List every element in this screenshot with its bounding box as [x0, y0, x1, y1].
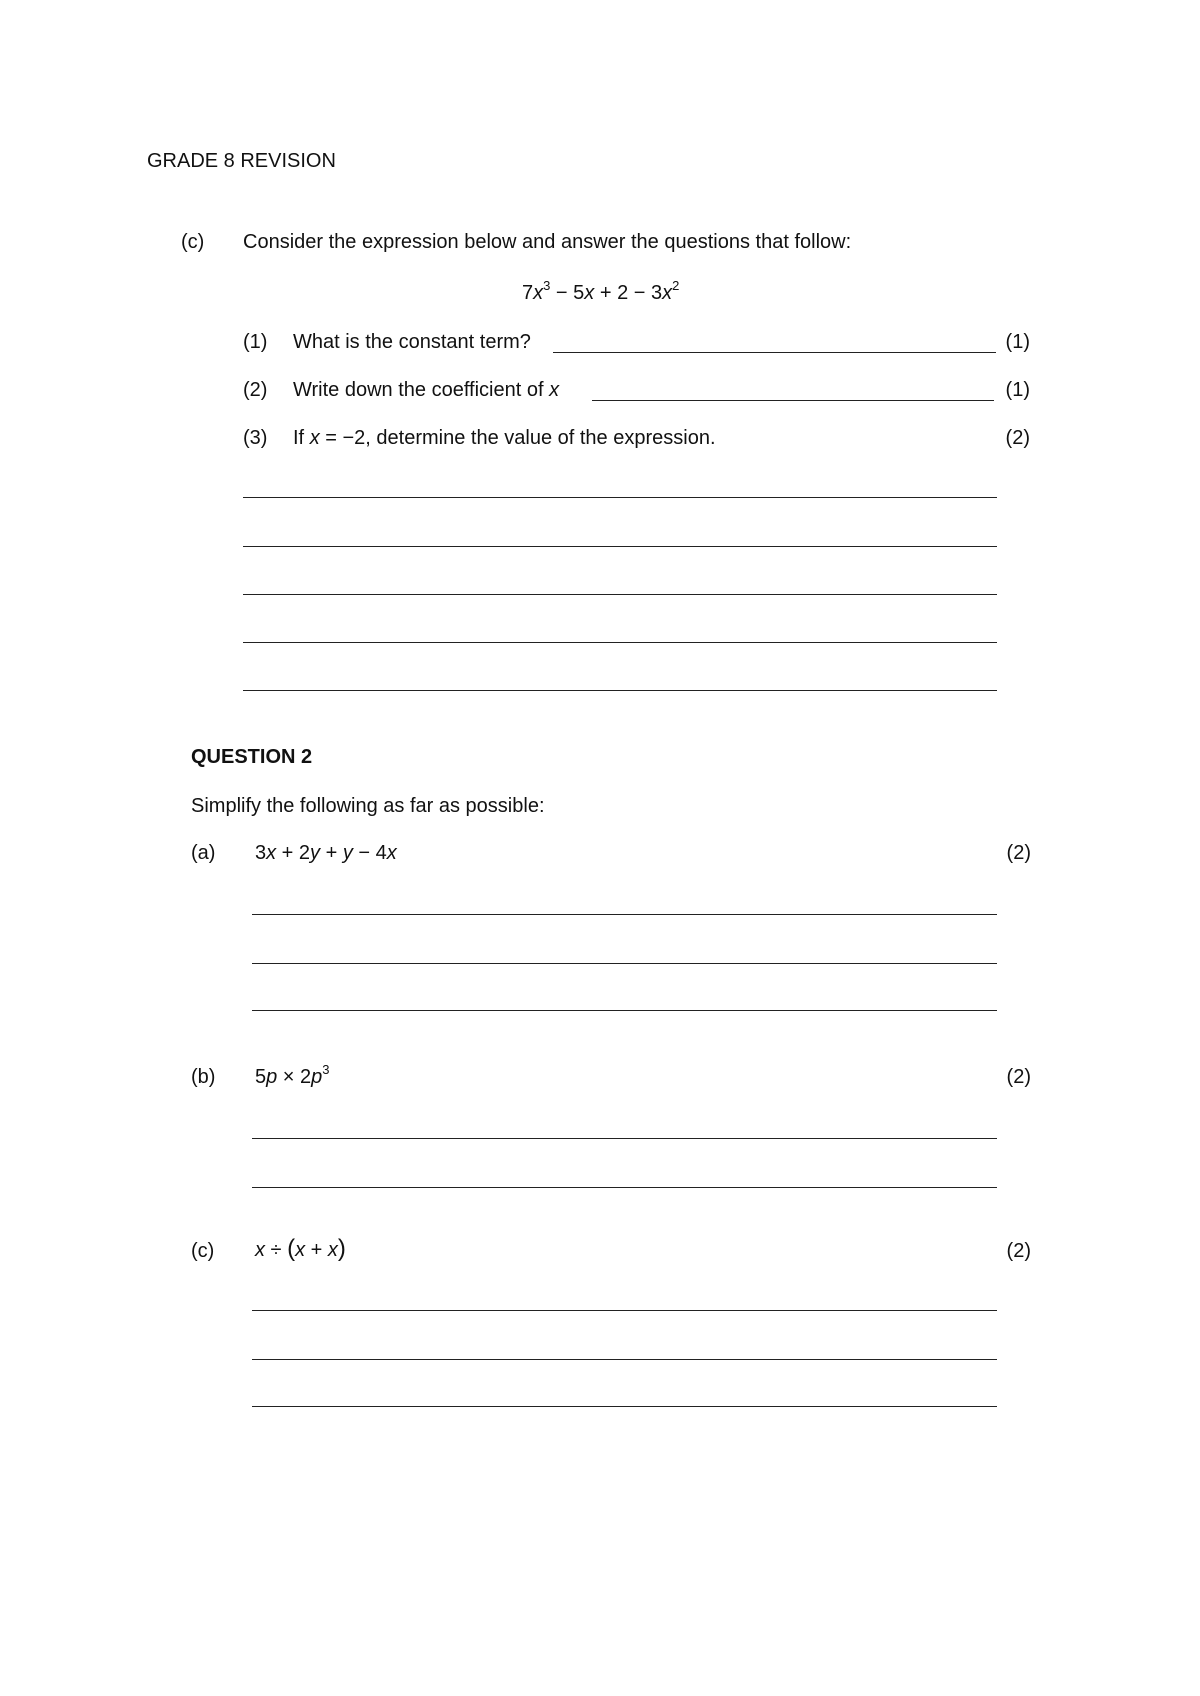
item-3-marks: (2): [1005, 427, 1030, 449]
item-1-question: What is the constant term?: [293, 331, 531, 353]
item-3-pre: If: [293, 427, 305, 449]
answer-line[interactable]: [252, 1010, 997, 1011]
part-a-expression: 3x + 2y + y − 4x: [255, 842, 397, 864]
answer-line[interactable]: [252, 1406, 997, 1407]
answer-line[interactable]: [243, 497, 997, 498]
answer-line[interactable]: [252, 914, 997, 915]
answer-line[interactable]: [243, 594, 997, 595]
item-2-number: (2): [243, 379, 268, 401]
item-3-post: , determine the value of the expression.: [365, 427, 716, 449]
answer-line[interactable]: [243, 546, 997, 547]
item-1-number: (1): [243, 331, 268, 353]
item-1-marks: (1): [1005, 331, 1030, 353]
item-2-question: [293, 378, 559, 402]
answer-line[interactable]: [252, 1359, 997, 1360]
item-3-question: [293, 426, 716, 450]
answer-line[interactable]: [592, 400, 994, 401]
answer-line[interactable]: [243, 690, 997, 691]
item-2-marks: (1): [1005, 379, 1030, 401]
answer-line[interactable]: [252, 1310, 997, 1311]
page-title: GRADE 8 REVISION: [147, 150, 336, 172]
item-3-variable: x: [309, 427, 320, 449]
part-c2-label: (c): [191, 1240, 215, 1262]
part-c-instruction: Consider the expression below and answer the questions that follow:: [243, 231, 852, 253]
part-b-label: (b): [191, 1066, 216, 1088]
answer-line[interactable]: [243, 642, 997, 643]
part-c2-marks: (2): [1006, 1240, 1031, 1262]
question-2-heading: QUESTION 2: [191, 746, 313, 768]
part-a-label: (a): [191, 842, 216, 864]
part-b-marks: (2): [1006, 1066, 1031, 1088]
part-c-label: (c): [181, 231, 205, 253]
part-c2-expression: x ÷ (x + x): [255, 1235, 346, 1262]
item-2-variable: x: [549, 379, 560, 401]
part-b-expression: $5p \times 2p^3$: [255, 1062, 330, 1088]
answer-line[interactable]: [252, 1138, 997, 1139]
answer-line[interactable]: [553, 352, 996, 353]
item-2-text: Write down the coefficient of: [293, 379, 544, 401]
answer-line[interactable]: [252, 1187, 997, 1188]
item-3-number: (3): [243, 427, 268, 449]
question-2-instruction: Simplify the following as far as possible:: [191, 795, 545, 817]
expression: $7x^3 - 5x + 2 - 3x^2$: [522, 278, 680, 304]
item-3-eq: = −2: [319, 427, 366, 449]
part-a-marks: (2): [1006, 842, 1031, 864]
answer-line[interactable]: [252, 963, 997, 964]
